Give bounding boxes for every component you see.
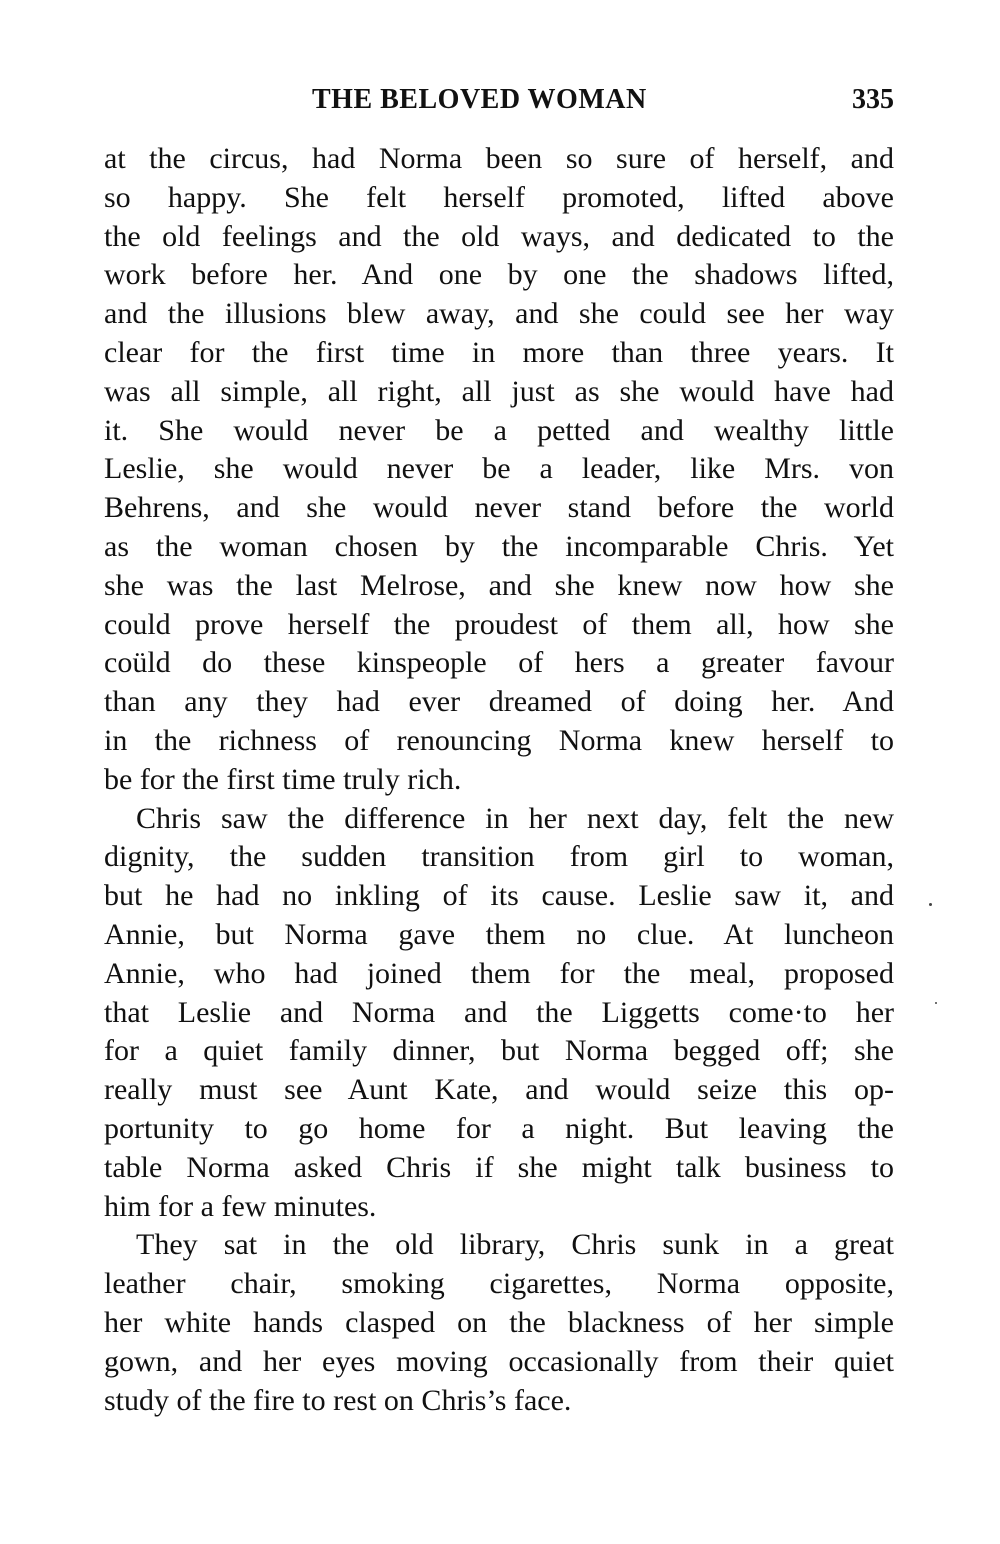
text-line: dignity, the sudden transition from girl to woman, <box>104 840 894 874</box>
text-line: so happy. She felt herself promoted, lifted above <box>104 180 894 214</box>
text-line: Leslie, she would never be a leader, like Mrs. von <box>104 452 894 486</box>
text-line: she was the last Melrose, and she knew now how she <box>104 568 894 602</box>
text-line: in the richness of renouncing Norma knew herself to <box>104 723 894 757</box>
text-line: table Norma asked Chris if she might talk business to <box>104 1150 894 1184</box>
text-line: at the circus, had Norma been so sure of herself, and <box>104 142 894 175</box>
text-line: Annie, who had joined them for the meal, proposed <box>104 956 894 990</box>
running-title: THE BELOVED WOMAN <box>312 84 647 115</box>
text-line: coüld do these kinspeople of hers a greater favour <box>104 646 894 680</box>
text-line: gown, and her eyes moving occasionally from their quiet <box>104 1344 894 1378</box>
text-line: it. She would never be a petted and wealthy little <box>104 413 894 447</box>
text-line: They sat in the old library, Chris sunk in a great <box>136 1228 894 1262</box>
body-text <box>104 140 894 1420</box>
text-line: than any they had ever dreamed of doing her. And <box>104 685 894 719</box>
text-line: be for the first time truly rich. <box>104 762 462 796</box>
text-line: work before her. And one by one the shadows lifted, <box>104 258 894 292</box>
text-line: could prove herself the proudest of them all, how she <box>104 607 894 641</box>
text-line: was all simple, all right, all just as she would have had <box>104 374 894 408</box>
text-line: but he had no inkling of its cause. Leslie saw it, and <box>104 879 894 913</box>
text-line: portunity to go home for a night. But leaving the <box>104 1111 894 1145</box>
text-line: that Leslie and Norma and the Liggetts come·to her <box>104 995 894 1029</box>
page-number: 335 <box>852 84 894 115</box>
text-line: her white hands clasped on the blackness of her simple <box>104 1305 894 1339</box>
text-line: him for a few minutes. <box>104 1189 377 1223</box>
text-line: the old feelings and the old ways, and dedicated to the <box>104 219 894 253</box>
text-line: Annie, but Norma gave them no clue. At luncheon <box>104 917 894 951</box>
print-speck <box>935 1002 937 1004</box>
text-line: Behrens, and she would never stand before the world <box>104 491 894 525</box>
text-line: study of the fire to rest on Chris’s face. <box>104 1383 572 1417</box>
print-speck <box>929 903 932 906</box>
text-line: Chris saw the difference in her next day, felt the new <box>136 801 894 835</box>
running-head <box>104 84 894 124</box>
text-line: and the illusions blew away, and she could see her way <box>104 297 894 331</box>
text-line: as the woman chosen by the incomparable Chris. Yet <box>104 529 894 563</box>
text-line: for a quiet family dinner, but Norma begged off; she <box>104 1034 894 1068</box>
text-line: clear for the first time in more than three years. It <box>104 335 894 369</box>
text-line: really must see Aunt Kate, and would seize this op- <box>104 1073 894 1107</box>
text-line: leather chair, smoking cigarettes, Norma opposite, <box>104 1267 894 1301</box>
